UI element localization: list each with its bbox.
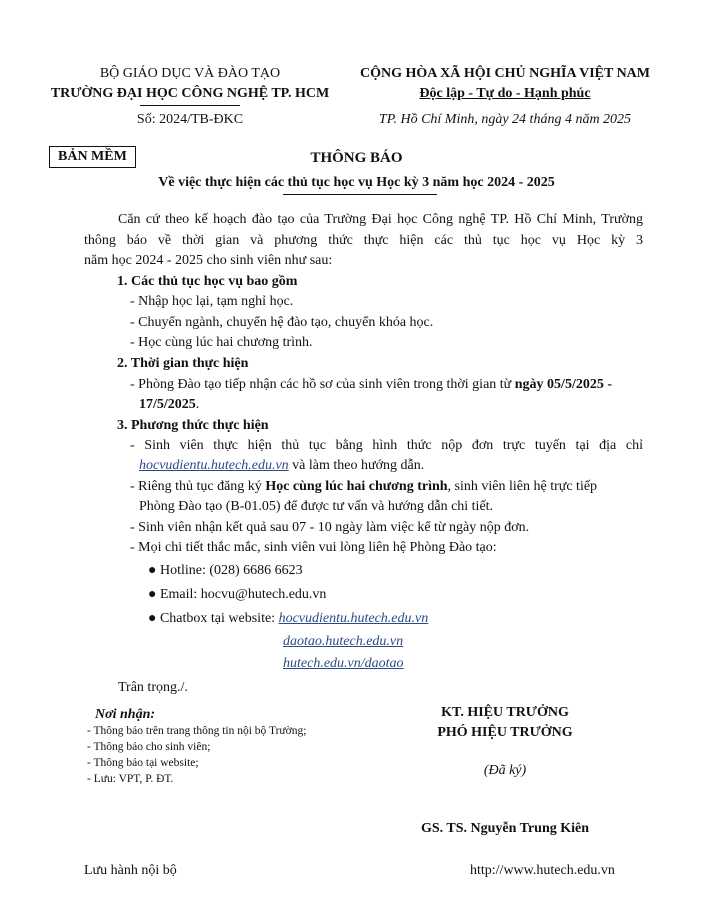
chatbox-text: Chatbox tại website: (159, 611, 279, 626)
section-1-item: - Học cùng lúc hai chương trình. (130, 335, 313, 350)
intro-line-2: thông báo về thời gian và phương thức thực hiện các thủ tục học vụ Học kỳ 3 (84, 233, 643, 248)
email-item (148, 587, 326, 603)
document-subtitle: Về việc thực hiện các thủ tục học vụ Học kỳ 3 năm học 2024 - 2025 (158, 175, 555, 190)
section-3-bullet-3: - Sinh viên nhận kết quả sau 07 - 10 ngày làm việc kể từ ngày nộp đơn. (130, 520, 530, 535)
web-link-daotao[interactable]: daotao.hutech.edu.vn (283, 634, 404, 649)
section-2-text: - Phòng Đào tạo tiếp nhận các hồ sơ của sinh viên trong thời gian từ (130, 377, 515, 392)
section-3-bullet-4: - Mọi chi tiết thắc mắc, sinh viên vui lòng liên hệ Phòng Đào tạo: (130, 540, 497, 555)
signature-title-2: PHÓ HIỆU TRƯỞNG (437, 725, 573, 740)
bullet-dot-icon: ● (148, 563, 157, 578)
recipient-item: - Thông báo tại website; (87, 757, 199, 769)
document-number: Số: 2024/TB-ĐKC (136, 112, 244, 127)
section-3-bullet-2-line-2: Phòng Đào tạo (B-01.05) để được tư vấn và hướng dẫn chi tiết. (139, 499, 494, 514)
signer-name: GS. TS. Nguyễn Trung Kiên (420, 821, 590, 836)
national-motto: Độc lập - Tự do - Hạnh phúc (419, 86, 591, 101)
ministry-name: BỘ GIÁO DỤC VÀ ĐÀO TẠO (99, 66, 281, 81)
section-3-bullet-2-post: , sinh viên liên hệ trực tiếp (447, 479, 598, 494)
section-3-bullet-2-pre: - Riêng thủ tục đăng ký (130, 479, 266, 494)
section-2-heading: 2. Thời gian thực hiện (117, 356, 249, 371)
section-3-bullet-2 (130, 479, 597, 495)
subtitle-underline (283, 194, 437, 195)
nation-name: CỘNG HÒA XÃ HỘI CHỦ NGHĨA VIỆT NAM (359, 66, 650, 81)
section-1-item: - Nhập học lại, tạm nghỉ học. (130, 294, 294, 309)
section-1-heading: 1. Các thủ tục học vụ bao gồm (117, 274, 298, 289)
section-3-bullet-2-bold: Học cùng lúc hai chương trình (265, 479, 448, 494)
intro-line-3: năm học 2024 - 2025 cho sinh viên như sau: (84, 253, 333, 268)
email-text: Email: hocvu@hutech.edu.vn (159, 587, 327, 602)
section-2-date-end: 17/5/2025 (139, 397, 196, 412)
recipient-item: - Thông báo cho sinh viên; (87, 741, 211, 753)
section-2-line-1 (130, 377, 612, 393)
section-2-line-2 (139, 397, 199, 413)
web-link-hocvu[interactable]: hocvudientu.hutech.edu.vn (278, 611, 429, 626)
section-3-bullet-1-line-2 (139, 458, 424, 474)
chatbox-item (148, 611, 428, 627)
section-1-item: - Chuyển ngành, chuyển hệ đào tạo, chuyển khóa học. (130, 315, 434, 330)
section-2-period: . (195, 397, 200, 412)
web-link-hutech[interactable]: hutech.edu.vn/daotao (283, 656, 404, 671)
recipient-item: - Lưu: VPT, P. ĐT. (87, 773, 174, 785)
hotline-text: Hotline: (028) 6686 6623 (159, 563, 303, 578)
recipient-item: - Thông báo trên trang thông tin nội bộ Trường; (87, 725, 307, 737)
hotline-item (148, 563, 303, 579)
school-name: TRƯỜNG ĐẠI HỌC CÔNG NGHỆ TP. HCM (50, 86, 330, 101)
section-2-date-start: ngày 05/5/2025 - (514, 377, 612, 392)
closing-text: Trân trọng./. (118, 680, 188, 695)
bullet-dot-icon: ● (148, 587, 157, 602)
section-3-bullet-1-rest: và làm theo hướng dẫn. (288, 458, 425, 473)
soft-copy-stamp: BẢN MỀM (49, 146, 136, 168)
signed-note: (Đã ký) (483, 763, 527, 778)
document-title: THÔNG BÁO (310, 150, 403, 166)
section-3-bullet-1: - Sinh viên thực hiện thủ tục bằng hình thức nộp đơn trực tuyến tại địa chỉ (130, 438, 643, 453)
hocvu-link[interactable]: hocvudientu.hutech.edu.vn (139, 458, 289, 473)
motto-wrap (350, 86, 660, 102)
intro-line-1: Căn cứ theo kế hoạch đào tạo của Trường Đại học Công nghệ TP. Hồ Chí Minh, Trường (118, 212, 643, 227)
school-underline (140, 105, 240, 106)
place-date: TP. Hồ Chí Minh, ngày 24 tháng 4 năm 2025 (378, 112, 632, 127)
footer-website[interactable]: http://www.hutech.edu.vn (470, 863, 615, 878)
recipients-heading: Nơi nhận: (95, 707, 156, 722)
signature-title-1: KT. HIỆU TRƯỞNG (441, 705, 569, 720)
section-3-heading: 3. Phương thức thực hiện (117, 418, 269, 433)
bullet-dot-icon: ● (148, 611, 157, 626)
footer-internal: Lưu hành nội bộ (84, 863, 177, 878)
